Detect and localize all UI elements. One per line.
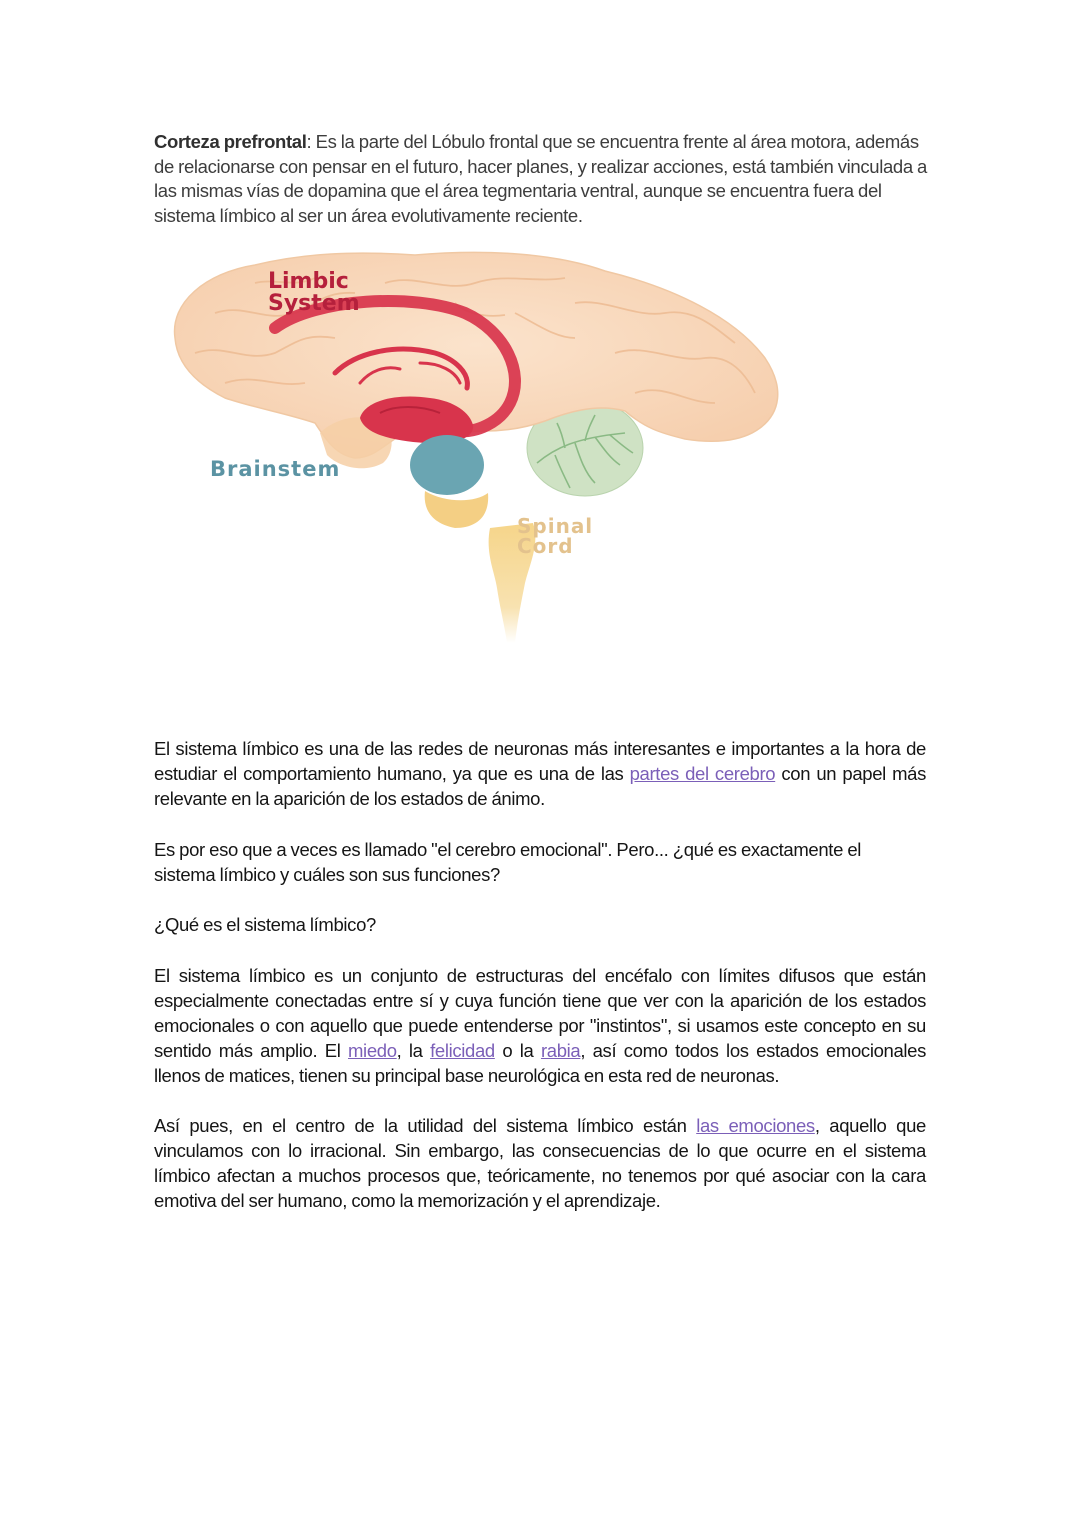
link-miedo[interactable]: miedo (348, 1040, 397, 1061)
limbic-system-brain-diagram (155, 243, 795, 648)
paragraph-definition-text-end: , así como todos los estados emocionales llenos de matices, tienen su principal base neurológica en esta red de neuronas. (154, 1040, 926, 1086)
paragraph-intro-text: El sistema límbico es una de las redes de neuronas más interesantes e importantes a la hora de estudiar el comportamiento humano, ya que es una de las (154, 738, 926, 784)
text-separator: o la (494, 1040, 541, 1061)
link-las-emociones[interactable]: las emociones (696, 1115, 815, 1136)
paragraph-emotions-text-end: , aquello que vinculamos con lo irracional. Sin embargo, las consecuencias de lo que ocurre en el sistema límbico afectan a muchos procesos que, teóricamente, no tenemos por qué asociar con la cara emotiva del ser humano, como la memorización y el aprendizaje. (154, 1115, 926, 1211)
link-felicidad[interactable]: felicidad (430, 1040, 495, 1061)
paragraph-emotions-text: Así pues, en el centro de la utilidad del sistema límbico están (154, 1115, 697, 1136)
label-limbic-system-line1: Limbic (268, 269, 349, 294)
prefrontal-cortex-paragraph (154, 130, 934, 228)
paragraph-emotional-brain: Es por eso que a veces es llamado "el cerebro emocional". Pero... ¿qué es exactamente el sistema límbico y cuáles son sus funciones? (154, 839, 862, 885)
label-spinal-cord-line1: Spinal (517, 514, 594, 538)
prefrontal-term: Corteza prefrontal (154, 131, 307, 152)
paragraph-intro-text-end: con un papel más relevante en la aparición de los estados de ánimo. (154, 763, 926, 809)
paragraph-definition (154, 963, 926, 1088)
label-brainstem: Brainstem (210, 457, 341, 481)
prefrontal-text: : Es la parte del Lóbulo frontal que se encuentra frente al área motora, además de relacionarse con pensar en el futuro, hacer planes, y realizar acciones, está también vinculada a las mismas vías de dopamina que el área tegmentaria ventral, aunque se encuentra fuera del sistema límbico al ser un área evolutivamente reciente. (154, 131, 928, 226)
paragraph-emotions (154, 1113, 926, 1213)
brainstem-shape (410, 435, 484, 495)
paragraph-intro (154, 736, 926, 811)
section-heading-que-es: ¿Qué es el sistema límbico? (154, 914, 376, 935)
label-limbic-system-line2: System (268, 291, 360, 316)
link-rabia[interactable]: rabia (540, 1040, 581, 1061)
brain-illustration (155, 243, 795, 648)
link-partes-del-cerebro[interactable]: partes del cerebro (629, 763, 776, 784)
paragraph-definition-text: El sistema límbico es un conjunto de estructuras del encéfalo con límites difusos que están especialmente conectadas entre sí y cuya función tiene que ver con la aparición de los estados emocionales o con aquello que puede entenderse por "instintos", si usamos este concepto en su sentido más amplio. El (154, 965, 926, 1061)
label-spinal-cord-line2: Cord (517, 534, 574, 558)
text-separator: , la (396, 1040, 431, 1061)
